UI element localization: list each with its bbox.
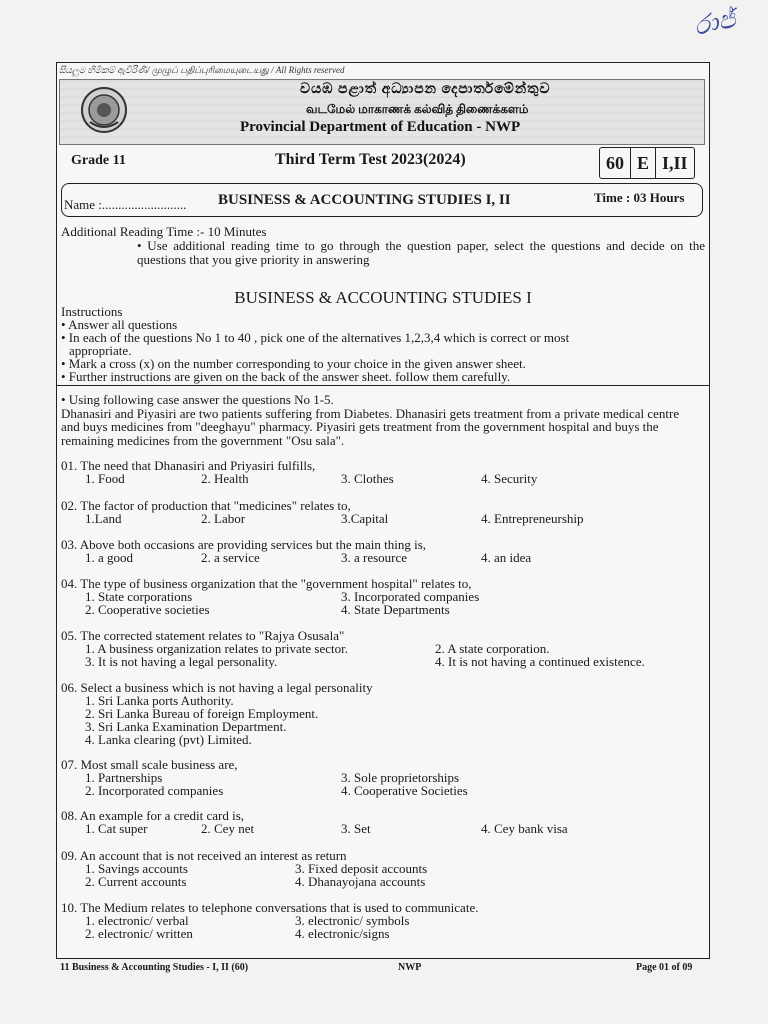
department-name-english: Provincial Department of Education - NWP xyxy=(240,119,521,135)
option: 1. Cat super xyxy=(85,821,148,836)
option: 1. electronic/ verbal xyxy=(85,913,189,928)
question-9 xyxy=(61,848,701,889)
footer-province: NWP xyxy=(398,962,422,973)
question-stem: 04. The type of business organization that the "government hospital" relates to, xyxy=(61,576,472,591)
exam-paper-frame xyxy=(56,62,710,959)
instructions xyxy=(61,305,681,383)
question-8 xyxy=(61,808,701,836)
option: 2. Cooperative societies xyxy=(85,602,210,617)
question-stem: 01. The need that Dhanasiri and Priyasiri fulfills, xyxy=(61,458,316,473)
question-stem: 05. The corrected statement relates to "Rajya Osusala" xyxy=(61,628,345,643)
question-stem: 09. An account that is not received an interest as return xyxy=(61,848,347,863)
option: 4. Cooperative Societies xyxy=(341,783,468,798)
option: 2. Incorporated companies xyxy=(85,783,224,798)
question-stem: 06. Select a business which is not having a legal personality xyxy=(61,680,373,695)
option: 2. Sri Lanka Bureau of foreign Employment. xyxy=(85,706,319,721)
footer-subject: 11 Business & Accounting Studies - I, II (60) xyxy=(60,962,249,973)
section-divider xyxy=(57,385,709,386)
option: 4. Dhanayojana accounts xyxy=(295,874,426,889)
name-subject-box xyxy=(61,183,703,217)
instruction-line: • Further instructions are given on the back of the answer sheet. follow them carefully. xyxy=(61,369,511,384)
medium-code: E xyxy=(631,148,656,178)
question-7 xyxy=(61,757,701,798)
option: 2. Cey net xyxy=(201,821,255,836)
option: 3. Incorporated companies xyxy=(341,589,480,604)
grade-label: Grade 11 xyxy=(71,153,126,168)
instruction-line: • In each of the questions No 1 to 40 , pick one of the alternatives 1,2,3,4 which is correct or most xyxy=(61,330,570,345)
rights-notice: සියලුම හිමිකම් ඇවිරිණි/ முழுப் பதிப்புரிமையுடையது / All Rights reserved xyxy=(59,65,345,75)
question-stem: 07. Most small scale business are, xyxy=(61,757,238,772)
option: 4. It is not having a continued existence. xyxy=(435,654,645,669)
department-name-tamil: வடமேல் மாகாணக் கல்வித் திணைக்களம் xyxy=(306,102,529,116)
reading-time-section xyxy=(61,225,705,267)
option: 1. Partnerships xyxy=(85,770,163,785)
option: 4. Entrepreneurship xyxy=(481,511,584,526)
time-allowed: Time : 03 Hours xyxy=(594,190,685,205)
department-banner xyxy=(59,79,705,145)
footer-page-number: Page 01 of 09 xyxy=(636,962,693,973)
reading-time-note: • Use additional reading time to go through the question paper, select the questions and decide on the questions that you give priority in answering xyxy=(137,238,705,267)
case-text: Dhanasiri and Piyasiri are two patients suffering from Diabetes. Dhanasiri gets treatment from a private medical centre and buys medicines from "deeghayu" pharmacy. Piyasiri gets treatment from the government hospital and buys the remaining medicines from the government "Osu sala". xyxy=(61,405,680,448)
question-stem: 02. The factor of production that "medicines" relates to, xyxy=(61,498,351,513)
option: 2. Health xyxy=(201,471,249,486)
option: 3. Fixed deposit accounts xyxy=(295,861,428,876)
test-info-row xyxy=(61,147,703,177)
question-stem: 10. The Medium relates to telephone conversations that is used to communicate. xyxy=(61,900,479,915)
case-study xyxy=(61,393,697,447)
reading-time-label: Additional Reading Time :- 10 Minutes xyxy=(61,224,267,239)
instruction-line: Instructions xyxy=(61,304,123,319)
question-6 xyxy=(61,680,701,747)
question-4 xyxy=(61,576,701,617)
question-10 xyxy=(61,900,701,941)
name-field: Name :.......................... xyxy=(64,197,187,212)
option: 3.Capital xyxy=(341,511,389,526)
option: 3. Clothes xyxy=(341,471,394,486)
question-5 xyxy=(61,628,701,669)
option: 2. electronic/ written xyxy=(85,926,193,941)
paper-code-box xyxy=(599,147,695,179)
handwritten-signature: රාජ් xyxy=(691,3,739,43)
question-1 xyxy=(61,458,701,486)
paper-part: I,II xyxy=(662,152,688,173)
option: 2. a service xyxy=(201,550,260,565)
department-name-sinhala: වයඹ පළාත් අධ්‍යාපන දෙපාර්තමේන්තුව xyxy=(300,82,551,97)
option: 4. Cey bank visa xyxy=(481,821,568,836)
option: 3. Sri Lanka Examination Department. xyxy=(85,719,287,734)
instruction-line: • Answer all questions xyxy=(61,317,178,332)
option: 4. an idea xyxy=(481,550,532,565)
option: 2. Current accounts xyxy=(85,874,187,889)
option: 2. A state corporation. xyxy=(435,641,550,656)
subject-title: BUSINESS & ACCOUNTING STUDIES I, II xyxy=(218,192,511,208)
option: 2. Labor xyxy=(201,511,246,526)
option: 1. A business organization relates to private sector. xyxy=(85,641,348,656)
option: 3. It is not having a legal personality. xyxy=(85,654,278,669)
option: 4. electronic/signs xyxy=(295,926,390,941)
option: 3. Sole proprietorships xyxy=(341,770,460,785)
option: 1. Sri Lanka ports Authority. xyxy=(85,693,234,708)
question-2 xyxy=(61,498,701,526)
option: 4. Security xyxy=(481,471,538,486)
case-instruction: • Using following case answer the questions No 1-5. xyxy=(61,392,334,407)
subject-code: 60 xyxy=(600,148,631,178)
option: 4. Lanka clearing (pvt) Limited. xyxy=(85,732,252,747)
option: 1. Food xyxy=(85,471,125,486)
option: 1. a good xyxy=(85,550,134,565)
option: 1. Savings accounts xyxy=(85,861,188,876)
provincial-crest-icon xyxy=(80,86,128,134)
option: 4. State Departments xyxy=(341,602,450,617)
option: 1. State corporations xyxy=(85,589,193,604)
instruction-line: • Mark a cross (x) on the number corresponding to your choice in the given answer sheet. xyxy=(61,356,526,371)
option: 3. Set xyxy=(341,821,371,836)
option: 3. a resource xyxy=(341,550,408,565)
question-stem: 03. Above both occasions are providing services but the main thing is, xyxy=(61,537,427,552)
option: 1.Land xyxy=(85,511,122,526)
instruction-line: appropriate. xyxy=(69,343,132,358)
option: 3. electronic/ symbols xyxy=(295,913,410,928)
term-test-title: Third Term Test 2023(2024) xyxy=(275,151,466,168)
section-title: BUSINESS & ACCOUNTING STUDIES I xyxy=(234,288,532,307)
question-3 xyxy=(61,537,701,565)
question-stem: 08. An example for a credit card is, xyxy=(61,808,245,823)
